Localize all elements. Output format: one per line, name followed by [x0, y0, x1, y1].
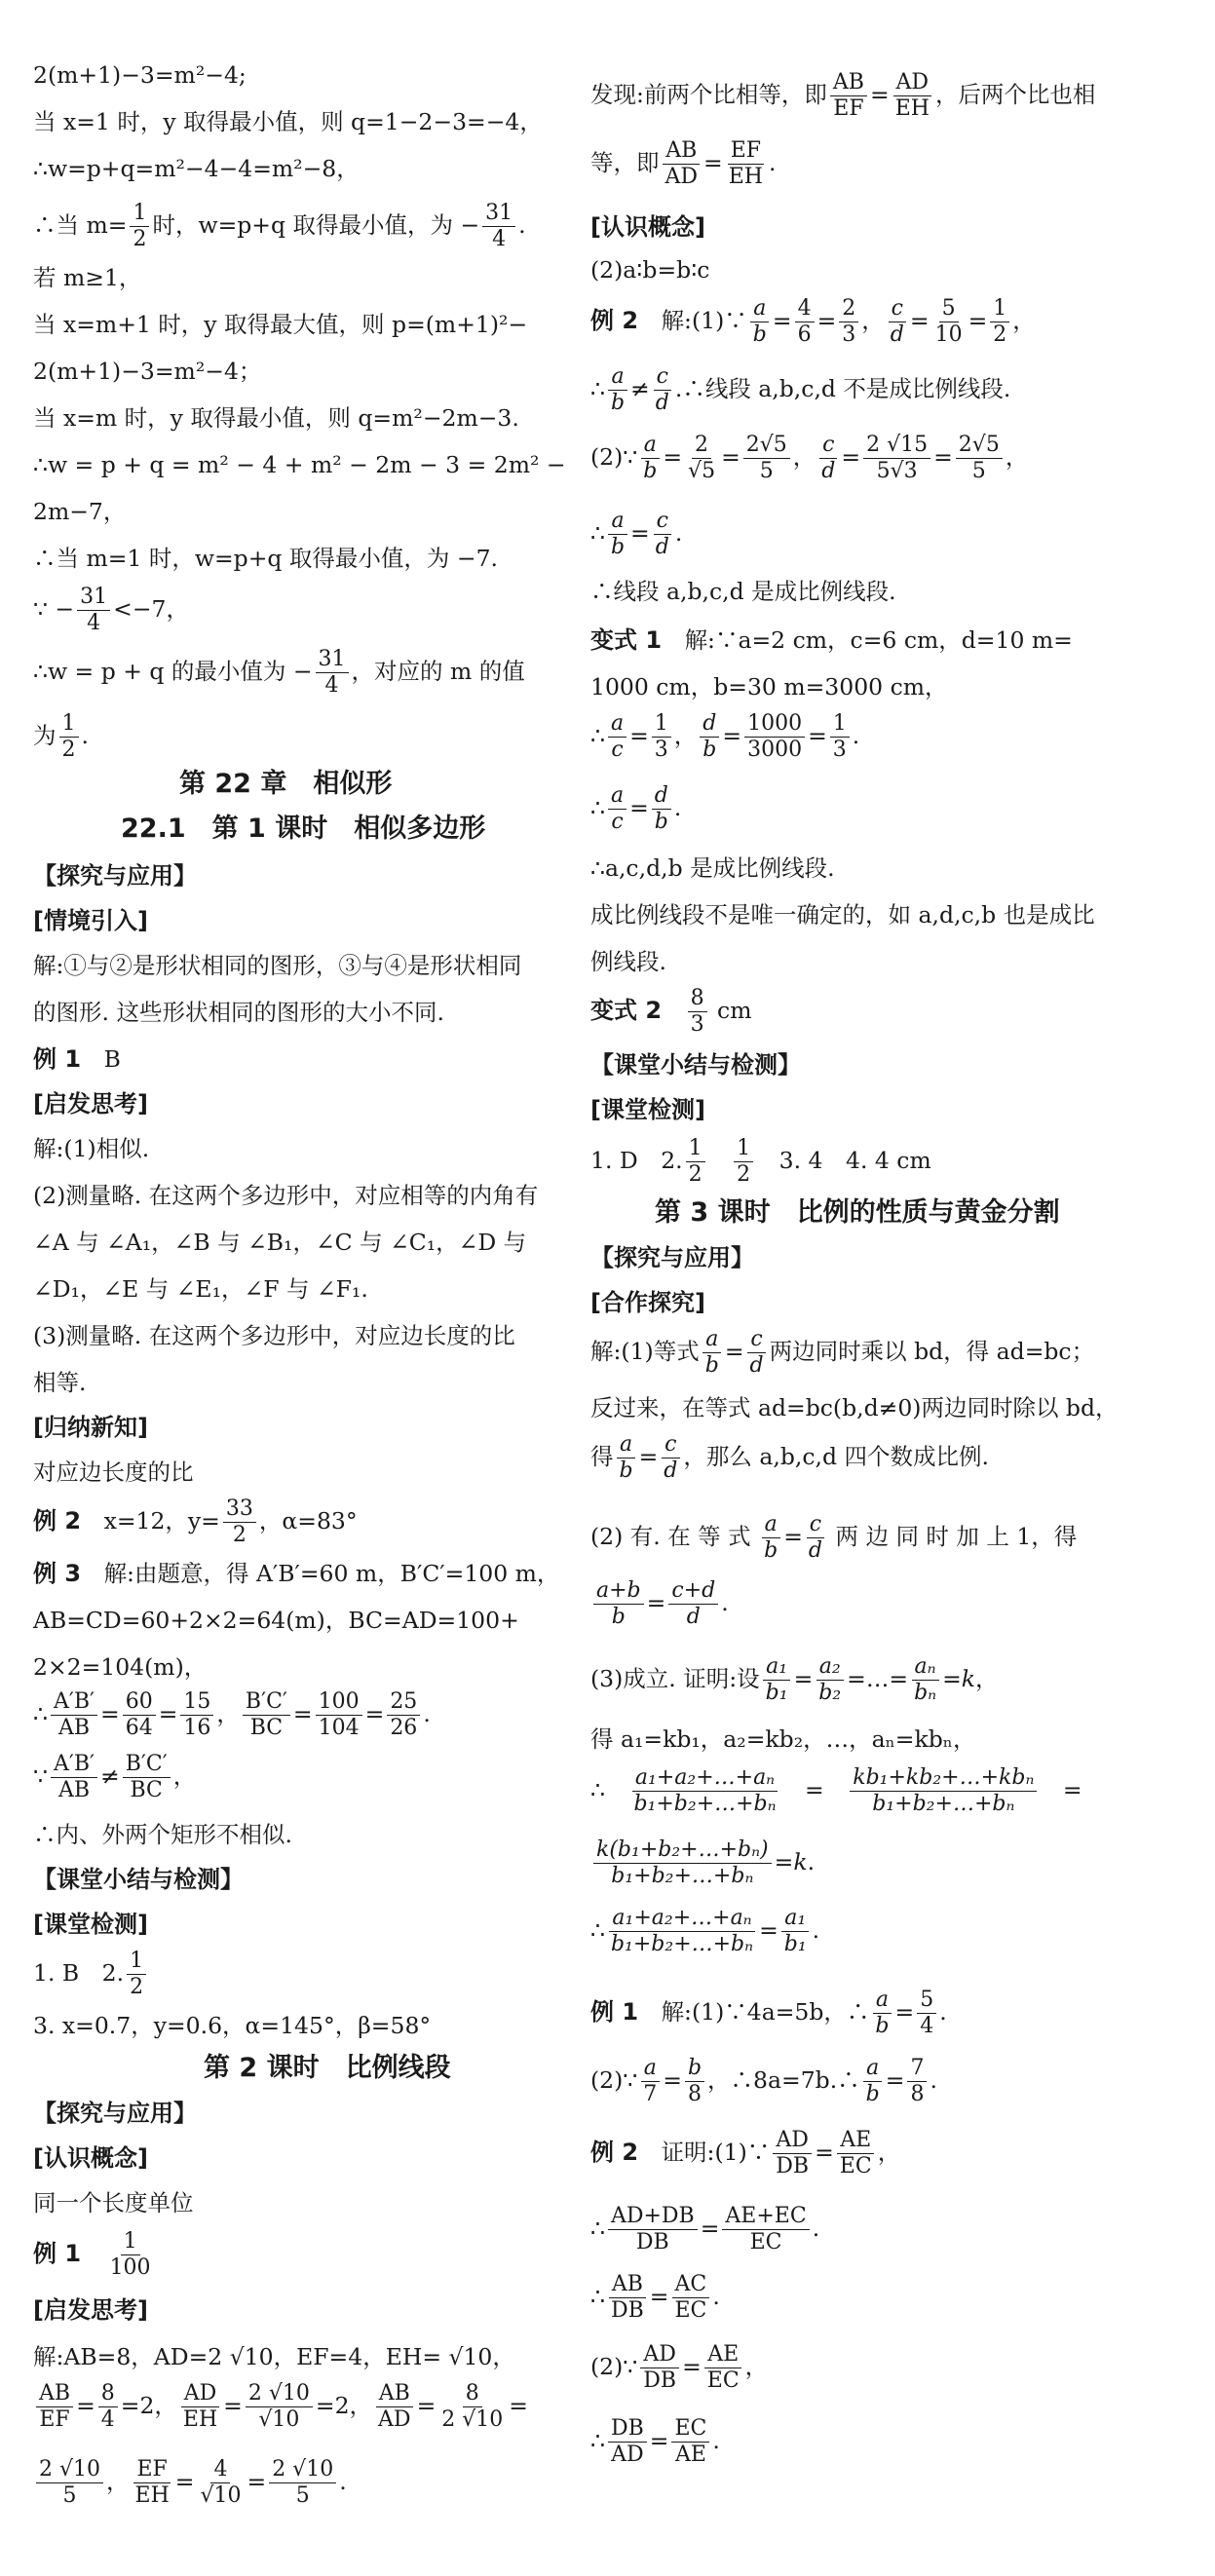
fraction: $\frac{1}{100}$: [109, 2229, 151, 2280]
text-line: 解:(1)相似.: [33, 1135, 150, 1162]
text-line: 解:AB=8，AD=2 √10，EF=4，EH= √10，: [33, 2343, 515, 2370]
text-line: 变式 2 $\frac{8}{3}$ cm: [590, 986, 752, 1037]
subsection-heading: [课堂检测]: [590, 1096, 705, 1123]
equation-line: $\frac{AB}{EF}$ = $\frac{8}{4}$ =2， $\frac{AD}{EH}$ = $\frac{2 √10}{√10}$ =2， $\frac{AB}{AD}$ = $\frac{8}{2 √10}$ =: [33, 2381, 528, 2433]
text-line: 反过来，在等式 ad=bc(b,d≠0)两边同时除以 bd，: [590, 1394, 1119, 1421]
text-line: ∴w=p+q=m²−4−4=m²−8，: [33, 155, 360, 182]
text-line: (2)a∶b=b∶c: [590, 256, 710, 284]
text-line: (3)测量略. 在这两个多边形中，对应边长度的比: [33, 1322, 515, 1349]
equation-line: $\frac{\text{k(b₁+b₂+…+bₙ)}}{\text{b₁+b₂+…+bₙ}}$ =k.: [590, 1837, 815, 1889]
equation-line: ∴ $\frac{a}{c}$ = $\frac{d}{b}$ .: [590, 783, 682, 834]
text-line: 当 x=1 时，y 取得最小值，则 q=1−2−3=−4，: [33, 108, 543, 135]
equation-line: $\frac{a+b}{b}$ = $\frac{c+d}{d}$ .: [590, 1578, 729, 1630]
section-heading: 【探究与应用】: [33, 2100, 197, 2127]
text-line: 对应边长度的比: [33, 1458, 194, 1486]
section-heading: 【探究与应用】: [33, 862, 197, 890]
text-line: AB=CD=60+2×2=64(m)，BC=AD=100+: [33, 1607, 519, 1634]
text-line: 例 3 解:由题意，得 A′B′=60 m，B′C′=100 m，: [33, 1560, 560, 1587]
text-line: 得 $\frac{a}{b}$ = $\frac{c}{d}$ ，那么 a,b,c,d 四个数成比例.: [590, 1432, 989, 1483]
equation-line: ∴ $\frac{A'B'}{AB}$ = $\frac{60}{64}$ = $\frac{15}{16}$ ， $\frac{B'C'}{BC}$ = $\frac{100}{104}$ = $\frac{25}{26}$ .: [33, 1689, 431, 1740]
equation-line: ∴ $\frac{AB}{DB}$ = $\frac{AC}{EC}$ .: [590, 2272, 720, 2323]
text-line: 1. D 2. $\frac{1}{2}$ $\frac{1}{2}$ 3. 4 4. 4 cm: [590, 1136, 931, 1187]
text-line: 成比例线段不是唯一确定的，如 a,d,c,b 也是成比: [590, 901, 1095, 928]
text-line: ∴w = p + q 的最小值为 − $\frac{31}{4}$ ，对应的 m 的值: [33, 647, 525, 698]
subsection-heading: [情境引入]: [33, 907, 148, 934]
text-line: 变式 1 解:∵a=2 cm，c=6 cm，d=10 m=: [590, 626, 1073, 654]
equation-line: (3)成立. 证明:设 $\frac{\text{a₁}}{\text{b₁}}$ = $\frac{\text{a₂}}{\text{b₂}}$ =…= $\frac{\text{aₙ}}{\text{bₙ}}$ =k，: [590, 1654, 999, 1705]
equation-line: (2)∵ $\frac{a}{b}$ = $\frac{2}{√5}$ = $\frac{2√5}{5}$ ， $\frac{c}{d}$ = $\frac{2 √15}{5√3}$ = $\frac{2√5}{5}$ ，: [590, 433, 1029, 483]
subsection-heading: [认识概念]: [590, 213, 705, 241]
lesson-title: 第 3 课时 比例的性质与黄金分割: [655, 1197, 1060, 1228]
equation-line: 例 2 证明:(1)∵ $\frac{AD}{DB}$ = $\frac{AE}{EC}$ ，: [590, 2128, 901, 2178]
text-line: 解:①与②是形状相同的图形，③与④是形状相同: [33, 952, 522, 979]
equation-line: ∴ $\frac{a}{c}$ = $\frac{1}{3}$ ， $\frac{d}{b}$ = $\frac{1000}{3000}$ = $\frac{1}{3}$ .: [590, 711, 860, 762]
text-line: 若 m≥1，: [33, 264, 142, 291]
equation-line: $\frac{2 √10}{5}$ ， $\frac{EF}{EH}$ = $\frac{4}{√10}$ = $\frac{2 √10}{5}$ .: [33, 2457, 347, 2509]
text-line: 为 $\frac{1}{2}$ .: [33, 711, 89, 762]
equation-line: ∴ $\frac{\text{a₁+a₂+…+aₙ}}{\text{b₁+b₂+…+bₙ}}$ = $\frac{\text{kb₁+kb₂+…+kbₙ}}{\text{b₁+b₂+…+bₙ}}$ =: [590, 1765, 1082, 1816]
text-line: 1. B 2. $\frac{1}{2}$: [33, 1949, 149, 2000]
text-line: 2m−7，: [33, 498, 127, 525]
text-line: ∴线段 a,b,c,d 是成比例线段.: [590, 578, 896, 605]
text-line: ∴当 m= $\frac{1}{2}$ 时，w=p+q 取得最小值，为 − $\frac{31}{4}$ .: [33, 201, 526, 251]
lesson-title: 22.1 第 1 课时 相似多边形: [121, 814, 486, 844]
text-line: ∠D₁，∠E 与 ∠E₁，∠F 与 ∠F₁.: [33, 1275, 368, 1303]
equation-line: ∴ $\frac{AD+DB}{DB}$ = $\frac{AE+EC}{EC}$ .: [590, 2204, 820, 2254]
text-line: (2) 有. 在 等 式 $\frac{a}{b}$ = $\frac{c}{d}$ 两 边 同 时 加 上 1，得: [590, 1512, 1078, 1563]
fraction: $\frac{33}{2}$: [223, 1496, 256, 1548]
text-line: 的图形. 这些形状相同的图形的大小不同.: [33, 999, 444, 1026]
equation-line: (2)∵ $\frac{AD}{DB}$ = $\frac{AE}{EC}$ ，: [590, 2342, 769, 2393]
text-line: ∴w = p + q = m² − 4 + m² − 2m − 3 = 2m² −: [33, 451, 566, 478]
text-line: 相等.: [33, 1369, 87, 1396]
text-line: 例线段.: [590, 948, 666, 975]
section-heading: 【课堂小结与检测】: [33, 1866, 244, 1893]
fraction: $\frac{31}{4}$: [77, 585, 110, 636]
subsection-heading: [合作探究]: [590, 1289, 705, 1316]
text-line: ∠A 与 ∠A₁，∠B 与 ∠B₁，∠C 与 ∠C₁，∠D 与: [33, 1229, 527, 1256]
text-line: 发现:前两个比相等，即 $\frac{AB}{EF}$ = $\frac{AD}{EH}$ ，后两个比也相: [590, 70, 1096, 121]
text-line: 1000 cm，b=30 m=3000 cm，: [590, 673, 948, 701]
text-line: 3. x=0.7，y=0.6，α=145°，β=58°: [33, 2012, 432, 2039]
text-line: 例 2 x=12，y= $\frac{33}{2}$ ，α=83°: [33, 1496, 358, 1547]
equation-line: ∵ $\frac{A'B'}{AB}$ ≠ $\frac{B'C'}{BC}$ ，: [33, 1752, 197, 1802]
equation-line: ∴ $\frac{DB}{AD}$ = $\frac{EC}{AE}$ .: [590, 2416, 720, 2467]
text-line: 例 1 $\frac{1}{100}$: [33, 2229, 157, 2281]
fraction: $\frac{1}{2}$: [127, 1949, 146, 2000]
section-heading: 【探究与应用】: [590, 1244, 754, 1271]
equation-line: ∴ $\frac{a}{b}$ = $\frac{c}{d}$ .: [590, 509, 683, 559]
fraction: $\frac{31}{4}$: [482, 201, 515, 252]
text-line: ∵ − $\frac{31}{4}$ <−7，: [33, 585, 189, 635]
fraction: $\frac{1}{2}$: [130, 201, 149, 252]
lesson-title: 第 2 课时 比例线段: [204, 2053, 451, 2083]
text-line: ∴当 m=1 时，w=p+q 取得最小值，为 −7.: [33, 545, 498, 572]
chapter-title: 第 22 章 相似形: [179, 769, 393, 799]
text-line: 2×2=104(m)，: [33, 1653, 208, 1681]
text-line: 同一个长度单位: [33, 2189, 194, 2216]
text-line: 等，即 $\frac{AB}{AD}$ = $\frac{EF}{EH}$ .: [590, 138, 777, 189]
equation-line: (2)∵ $\frac{a}{7}$ = $\frac{b}{8}$ ，∴8a=7b.∴ $\frac{a}{b}$ = $\frac{7}{8}$ .: [590, 2056, 937, 2106]
text-line: 2(m+1)−3=m²−4；: [33, 358, 262, 385]
subsection-heading: [认识概念]: [33, 2144, 148, 2172]
equation-line: 例 2 解:(1)∵ $\frac{a}{b}$ = $\frac{4}{6}$ = $\frac{2}{3}$ ， $\frac{c}{d}$ = $\frac{5}{10}$ = $\frac{1}{2}$ ，: [590, 296, 1036, 347]
text-line: 解:(1)等式 $\frac{a}{b}$ = $\frac{c}{d}$ 两边同时乘以 bd，得 ad=bc；: [590, 1327, 1095, 1378]
text-line: 当 x=m+1 时，y 取得最大值，则 p=(m+1)²−: [33, 311, 528, 338]
subsection-heading: [归纳新知]: [33, 1414, 148, 1441]
text-line: (2)测量略. 在这两个多边形中，对应相等的内角有: [33, 1182, 539, 1209]
fraction: $\frac{31}{4}$: [316, 647, 349, 699]
fraction: $\frac{1}{2}$: [59, 711, 79, 763]
text-line: ∴内、外两个矩形不相似.: [33, 1821, 292, 1848]
text-line: ∴a,c,d,b 是成比例线段.: [590, 854, 835, 882]
subsection-heading: [课堂检测]: [33, 1911, 148, 1938]
equation-line: 例 1 解:(1)∵4a=5b，∴ $\frac{a}{b}$ = $\frac{5}{4}$ .: [590, 1988, 947, 2038]
section-heading: 【课堂小结与检测】: [590, 1051, 801, 1079]
text-line: 例 1 B: [33, 1045, 121, 1073]
equation-line: ∴ $\frac{\text{a₁+a₂+…+aₙ}}{\text{b₁+b₂+…+bₙ}}$ = $\frac{\text{a₁}}{\text{b₁}}$ .: [590, 1906, 820, 1956]
equation-line: ∴ $\frac{a}{b}$ ≠ $\frac{c}{d}$ .∴线段 a,b,c,d 不是成比例线段.: [590, 364, 1011, 415]
subsection-heading: [启发思考]: [33, 2296, 148, 2324]
text-line: 当 x=m 时，y 取得最小值，则 q=m²−2m−3.: [33, 404, 519, 432]
text-line: 得 a₁=kb₁，a₂=kb₂，…，aₙ=kbₙ，: [590, 1725, 976, 1753]
subsection-heading: [启发思考]: [33, 1090, 148, 1118]
text-line: 2(m+1)−3=m²−4;: [33, 61, 247, 89]
